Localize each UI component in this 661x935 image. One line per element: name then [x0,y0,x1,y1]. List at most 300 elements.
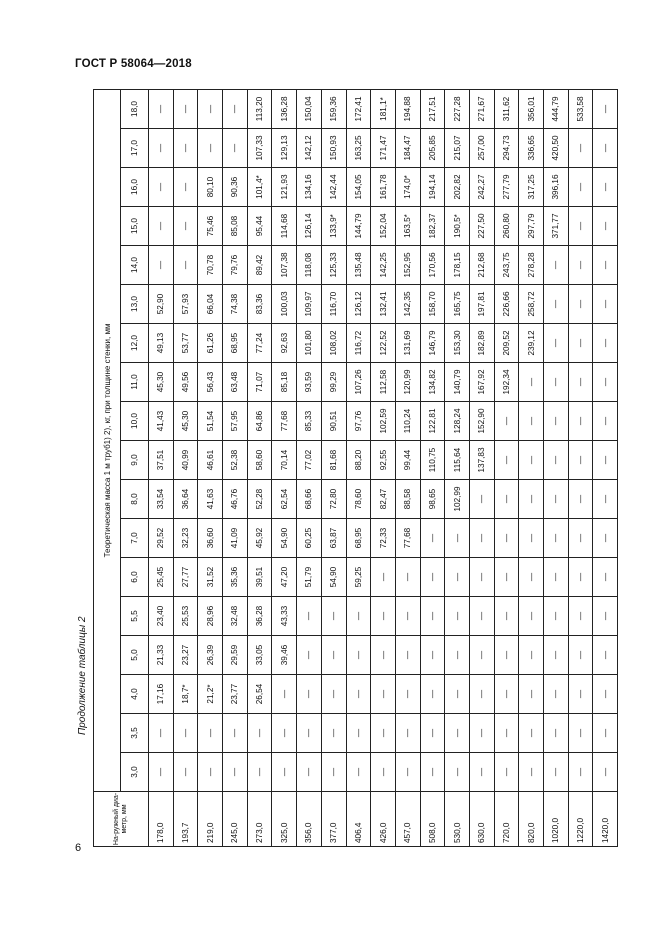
mass-cell: 129,13 [272,129,297,168]
diameter-cell: 245,0 [223,792,248,847]
mass-cell: 80,10 [198,168,223,207]
mass-cell: 39,51 [247,558,272,597]
mass-cell: 128,24 [445,402,470,441]
mass-cell: 142,25 [371,246,396,285]
mass-cell: 41,63 [198,480,223,519]
mass-cell: 63,87 [321,519,346,558]
mass-cell: 63,48 [223,363,248,402]
table-row [519,89,544,846]
mass-cell: — [568,246,593,285]
table-row [272,89,297,846]
mass-cell: — [445,714,470,753]
mass-cell: 101,4* [247,168,272,207]
mass-cell: — [445,753,470,792]
mass-cell: — [420,714,445,753]
page-number: 6 [75,842,82,854]
mass-table-grid [93,89,618,847]
mass-cell: — [568,402,593,441]
mass-cell: — [297,675,322,714]
mass-cell: 98,65 [420,480,445,519]
mass-cell: 37,51 [149,441,174,480]
table-row [420,89,445,846]
mass-cell: 150,04 [297,89,322,128]
diameter-cell: 325,0 [272,792,297,847]
mass-cell: 68,66 [297,480,322,519]
mass-cell: — [469,714,494,753]
mass-cell: 88,20 [346,441,371,480]
mass-cell: 23,40 [149,597,174,636]
mass-cell: — [593,285,618,324]
mass-cell: 59,25 [346,558,371,597]
mass-cell: — [445,597,470,636]
mass-cell: 92,63 [272,324,297,363]
mass-cell: 150,93 [321,129,346,168]
wall-thickness-header: 15,0 [121,207,149,246]
mass-cell: — [346,597,371,636]
mass-cell: — [593,324,618,363]
mass-cell: — [494,714,519,753]
mass-cell: 81,68 [321,441,346,480]
mass-cell: 54,90 [272,519,297,558]
wall-thickness-header: 5,5 [121,597,149,636]
mass-cell: — [568,636,593,675]
mass-cell: 46,76 [223,480,248,519]
mass-cell: 260,80 [494,207,519,246]
mass-cell: 93,59 [297,363,322,402]
mass-cell: 100,03 [272,285,297,324]
wall-thickness-header: 12,0 [121,324,149,363]
mass-cell: — [469,753,494,792]
diameter-cell: 508,0 [420,792,445,847]
mass-cell: — [593,168,618,207]
mass-cell: — [568,324,593,363]
mass-cell: 52,90 [149,285,174,324]
diameter-cell: 377,0 [321,792,346,847]
mass-cell: — [544,675,569,714]
mass-cell: 39,46 [272,636,297,675]
mass-cell: — [223,753,248,792]
mass-cell: — [395,597,420,636]
mass-cell: 165,75 [445,285,470,324]
mass-cell: — [568,519,593,558]
mass-cell: — [149,207,174,246]
mass-cell: — [149,129,174,168]
mass-cell: — [494,753,519,792]
mass-cell: 271,67 [469,89,494,128]
mass-cell: — [568,714,593,753]
mass-cell: 21,33 [149,636,174,675]
mass-cell: 95,44 [247,207,272,246]
mass-cell: 142,35 [395,285,420,324]
mass-cell: — [519,597,544,636]
mass-cell: 41,09 [223,519,248,558]
mass-cell: — [593,714,618,753]
mass-cell: 115,64 [445,441,470,480]
mass-cell: — [568,441,593,480]
diameter-cell: 178,0 [149,792,174,847]
mass-cell: — [346,675,371,714]
mass-cell: 108,02 [321,324,346,363]
mass-cell: 56,43 [198,363,223,402]
wall-thickness-header: 18,0 [121,89,149,128]
mass-cell: — [395,558,420,597]
mass-cell: 31,52 [198,558,223,597]
mass-cell: — [593,402,618,441]
mass-cell: — [568,480,593,519]
mass-cell: — [519,714,544,753]
table-row [346,89,371,846]
table-row [149,89,174,846]
mass-cell: 202,82 [445,168,470,207]
mass-cell: 36,64 [173,480,198,519]
mass-cell: 72,33 [371,519,396,558]
mass-cell: — [494,597,519,636]
mass-cell: 178,15 [445,246,470,285]
mass-cell: 215,07 [445,129,470,168]
mass-cell: 311,62 [494,89,519,128]
mass-cell: 102,99 [445,480,470,519]
mass-cell: — [469,480,494,519]
mass-cell: — [519,363,544,402]
mass-cell: 85,08 [223,207,248,246]
mass-cell: — [593,558,618,597]
mass-cell: — [519,402,544,441]
mass-cell: 23,77 [223,675,248,714]
mass-cell: 152,95 [395,246,420,285]
mass-cell: 82,47 [371,480,396,519]
mass-cell: — [371,675,396,714]
mass-cell: 23,27 [173,636,198,675]
mass-cell: 167,92 [469,363,494,402]
mass-cell: — [247,753,272,792]
mass-cell: — [519,675,544,714]
mass-cell: 182,89 [469,324,494,363]
mass-cell: — [568,129,593,168]
wall-thickness-header: 16,0 [121,168,149,207]
mass-cell: — [173,168,198,207]
mass-cell: 161,78 [371,168,396,207]
diameter-cell: 1020,0 [544,792,569,847]
mass-cell: 32,23 [173,519,198,558]
mass-cell: 278,28 [519,246,544,285]
wall-thickness-header: 6,0 [121,558,149,597]
mass-cell: — [519,636,544,675]
mass-cell: 158,70 [420,285,445,324]
mass-cell: 45,30 [173,402,198,441]
mass-cell: — [544,714,569,753]
mass-cell: — [469,675,494,714]
mass-cell: 153,30 [445,324,470,363]
table-row [395,89,420,846]
table-row [593,89,618,846]
mass-table [93,90,617,847]
mass-cell: — [247,714,272,753]
mass-cell: 194,88 [395,89,420,128]
mass-cell: — [544,285,569,324]
mass-cell: 172,41 [346,89,371,128]
mass-cell: — [223,89,248,128]
mass-cell: 90,51 [321,402,346,441]
mass-cell: 142,44 [321,168,346,207]
mass-cell: 49,56 [173,363,198,402]
table-row [494,89,519,846]
mass-cell: 61,26 [198,324,223,363]
mass-cell: 25,53 [173,597,198,636]
table-row [371,89,396,846]
mass-cell: 243,75 [494,246,519,285]
wall-thickness-header: 17,0 [121,129,149,168]
mass-cell: 27,77 [173,558,198,597]
mass-cell: 174,0* [395,168,420,207]
mass-cell: 74,38 [223,285,248,324]
wall-thickness-header: 11,0 [121,363,149,402]
mass-cell: 46,61 [198,441,223,480]
mass-cell: — [445,636,470,675]
mass-cell: 125,33 [321,246,346,285]
mass-cell: 33,54 [149,480,174,519]
wall-thickness-header: 14,0 [121,246,149,285]
mass-cell: 120,99 [395,363,420,402]
mass-cell: 146,79 [420,324,445,363]
mass-cell: 140,79 [445,363,470,402]
mass-cell: — [593,753,618,792]
mass-cell: 205,85 [420,129,445,168]
mass-cell: — [395,675,420,714]
mass-cell: — [593,636,618,675]
mass-cell: 239,12 [519,324,544,363]
diameter-cell: 426,0 [371,792,396,847]
group-header: Теоретическая масса 1 м труб1) 2), кг, при толщине стенки, мм [94,89,121,791]
table-caption: Продолжение таблицы 2 [77,616,88,735]
mass-cell: — [149,246,174,285]
mass-cell: 89,42 [247,246,272,285]
mass-cell: — [346,753,371,792]
mass-cell: — [173,246,198,285]
mass-cell: — [420,753,445,792]
table-row [198,89,223,846]
mass-cell: 294,73 [494,129,519,168]
mass-cell: 26,54 [247,675,272,714]
mass-cell: 257,00 [469,129,494,168]
mass-cell: 43,33 [272,597,297,636]
diameter-cell: 406,4 [346,792,371,847]
mass-cell: 51,79 [297,558,322,597]
mass-cell: — [568,363,593,402]
mass-cell: 144,79 [346,207,371,246]
mass-cell: 116,72 [346,324,371,363]
mass-cell: — [371,753,396,792]
mass-cell: — [297,753,322,792]
mass-cell: 51,54 [198,402,223,441]
mass-cell: — [519,441,544,480]
mass-cell: — [544,753,569,792]
mass-cell: 33,05 [247,636,272,675]
mass-cell: 122,52 [371,324,396,363]
mass-cell: — [420,597,445,636]
mass-cell: 85,18 [272,363,297,402]
mass-cell: 77,24 [247,324,272,363]
mass-cell: — [494,441,519,480]
mass-cell: 77,02 [297,441,322,480]
mass-cell: — [371,597,396,636]
mass-cell: 184,47 [395,129,420,168]
mass-cell: — [544,519,569,558]
mass-cell: 134,82 [420,363,445,402]
mass-cell: 90,36 [223,168,248,207]
mass-cell: 336,65 [519,129,544,168]
mass-cell: 163,5* [395,207,420,246]
mass-cell: — [469,558,494,597]
mass-cell: 47,20 [272,558,297,597]
mass-cell: 107,33 [247,129,272,168]
table-row [568,89,593,846]
mass-cell: 227,50 [469,207,494,246]
mass-cell: — [519,558,544,597]
mass-cell: — [149,753,174,792]
mass-cell: — [420,636,445,675]
mass-cell: — [395,714,420,753]
mass-cell: — [223,714,248,753]
mass-cell: — [297,714,322,753]
mass-cell: — [469,636,494,675]
mass-cell: — [544,246,569,285]
mass-cell: — [494,636,519,675]
wall-thickness-header: 9,0 [121,441,149,480]
mass-cell: — [544,558,569,597]
wall-thickness-header: 7,0 [121,519,149,558]
mass-cell: 194,14 [420,168,445,207]
mass-cell: — [593,246,618,285]
mass-cell: — [321,636,346,675]
mass-cell: — [544,636,569,675]
mass-cell: — [593,129,618,168]
mass-cell: — [346,714,371,753]
mass-cell: 163,25 [346,129,371,168]
mass-cell: 170,56 [420,246,445,285]
mass-cell: 70,14 [272,441,297,480]
mass-cell: — [494,402,519,441]
mass-cell: 77,68 [272,402,297,441]
mass-cell: 66,04 [198,285,223,324]
mass-cell: 258,72 [519,285,544,324]
mass-cell: — [321,597,346,636]
mass-cell: 17,16 [149,675,174,714]
mass-cell: — [469,597,494,636]
mass-cell: — [544,597,569,636]
mass-cell: — [568,207,593,246]
mass-cell: 78,60 [346,480,371,519]
mass-cell: — [149,89,174,128]
mass-cell: — [593,363,618,402]
mass-cell: 197,81 [469,285,494,324]
mass-cell: — [297,636,322,675]
mass-cell: 297,79 [519,207,544,246]
mass-cell: — [395,753,420,792]
table-row [247,89,272,846]
mass-cell: 110,24 [395,402,420,441]
mass-cell: 41,43 [149,402,174,441]
mass-cell: — [593,207,618,246]
mass-cell: — [593,480,618,519]
mass-cell: 60,25 [297,519,322,558]
mass-cell: 154,05 [346,168,371,207]
mass-cell: — [519,753,544,792]
mass-cell: — [494,675,519,714]
mass-cell: 85,33 [297,402,322,441]
mass-cell: 116,70 [321,285,346,324]
table-row [445,89,470,846]
mass-cell: — [173,207,198,246]
diameter-cell: 273,0 [247,792,272,847]
mass-cell: — [593,675,618,714]
mass-cell: 277,79 [494,168,519,207]
document-header: ГОСТ Р 58064—2018 [75,58,192,70]
mass-cell: 226,66 [494,285,519,324]
mass-cell: 49,13 [149,324,174,363]
mass-cell: — [420,558,445,597]
mass-cell: — [519,480,544,519]
mass-cell: 152,90 [469,402,494,441]
mass-cell: 142,12 [297,129,322,168]
mass-cell: 25,45 [149,558,174,597]
table-row [297,89,322,846]
mass-cell: — [593,441,618,480]
mass-cell: 52,38 [223,441,248,480]
mass-cell: 118,08 [297,246,322,285]
mass-cell: — [445,519,470,558]
mass-cell: 122,81 [420,402,445,441]
mass-cell: 77,68 [395,519,420,558]
mass-cell: — [568,597,593,636]
mass-cell: — [173,89,198,128]
mass-cell: 52,28 [247,480,272,519]
wall-thickness-header: 3,5 [121,714,149,753]
mass-cell: 54,90 [321,558,346,597]
table-row [173,89,198,846]
mass-cell: 134,16 [297,168,322,207]
diameter-cell: 457,0 [395,792,420,847]
table-row [223,89,248,846]
mass-cell: 136,28 [272,89,297,128]
mass-cell: 32,48 [223,597,248,636]
mass-cell: 68,95 [223,324,248,363]
mass-cell: — [568,558,593,597]
mass-cell: 107,26 [346,363,371,402]
diameter-cell: 356,0 [297,792,322,847]
mass-cell: — [371,714,396,753]
mass-cell: 242,27 [469,168,494,207]
mass-cell: 57,93 [173,285,198,324]
diameter-cell: 1220,0 [568,792,593,847]
mass-cell: 152,04 [371,207,396,246]
mass-cell: 29,52 [149,519,174,558]
mass-cell: — [173,753,198,792]
mass-cell: 317,25 [519,168,544,207]
mass-cell: 217,51 [420,89,445,128]
mass-cell: 97,76 [346,402,371,441]
mass-cell: — [321,753,346,792]
mass-cell: 92,55 [371,441,396,480]
mass-cell: 181,1* [371,89,396,128]
mass-cell: 110,75 [420,441,445,480]
mass-cell: 192,34 [494,363,519,402]
mass-cell: 45,92 [247,519,272,558]
table-row [544,89,569,846]
wall-thickness-header: 13,0 [121,285,149,324]
mass-cell: — [198,753,223,792]
mass-cell: — [445,675,470,714]
mass-cell: 53,77 [173,324,198,363]
